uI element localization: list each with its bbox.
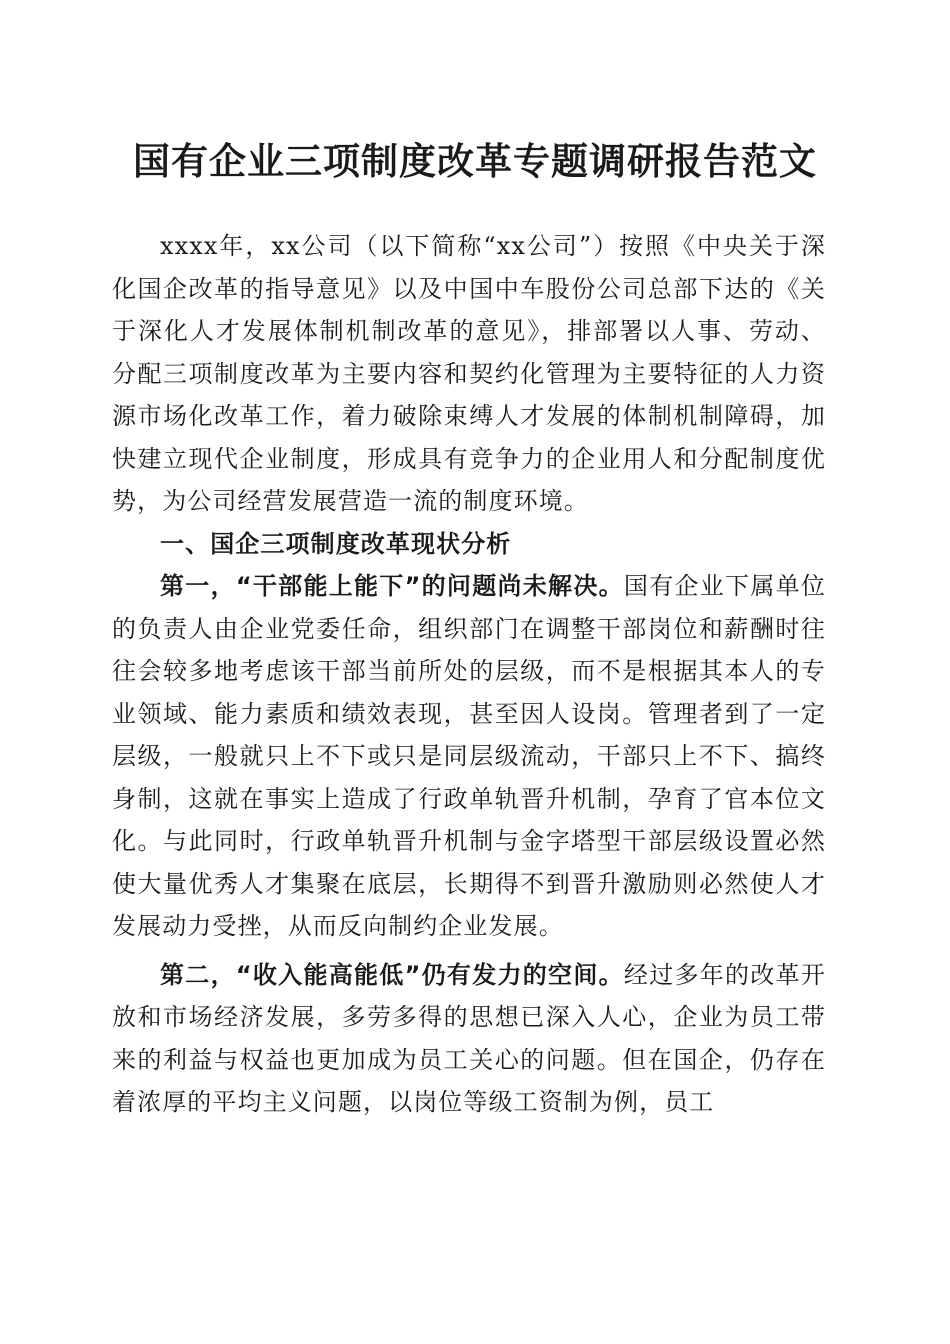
section-heading: 一、国企三项制度改革现状分析 bbox=[160, 529, 512, 558]
paragraph-body: 国有企业下属单位的负责人由企业党委任命，组织部门在调整干部岗位和薪酬时往往会较多地考虑该干部当前所处的层级，而不是根据其本人的专业领域、能力素质和绩效表现，甚至因人设岗。管理者到了一定层级，一般就只上不下或只是同层级流动，干部只上不下、搞终身制，这就在事实上造成了行政单轨晋升机制，孕育了官本位文化。与此同时，行政单轨晋升机制与金字塔型干部层级设置必然使大量优秀人才集聚在底层，长期得不到晋升激励则必然使人才发展动力受挫，从而反向制约企业发展。 bbox=[112, 572, 826, 940]
paragraph-lead: 第一，“干部能上能下”的问题尚未解决。 bbox=[160, 572, 624, 600]
document-title: 国有企业三项制度改革专题调研报告范文 bbox=[133, 139, 817, 183]
paragraph-lead: 第二，“收入能高能低”仍有发力的空间。 bbox=[160, 960, 624, 989]
document-body bbox=[112, 225, 826, 1124]
paragraph-cadre-mobility bbox=[112, 565, 826, 948]
paragraph-body: 经过多年的改革开放和市场经济发展，多劳多得的思想已深入人心，企业为员工带来的利益与权益也更加成为员工关心的问题。但在国企，仍存在着浓厚的平均主义问题，以岗位等级工资制为例，员工 bbox=[112, 960, 826, 1116]
paragraph-income-flexibility bbox=[112, 954, 826, 1124]
intro-paragraph: xxxx年，xx公司（以下简称“xx公司”）按照《中央关于深化国企改革的指导意见》以及中国中车股份公司总部下达的《关于深化人才发展体制机制改革的意见》，排部署以人事、劳动、分配三项制度改革为主要内容和契约化管理为主要特征的人力资源市场化改革工作，着力破除束缚人才发展的体制机制障碍，加快建立现代企业制度，形成具有竞争力的企业用人和分配制度优势，为公司经营发展营造一流的制度环境。 bbox=[112, 232, 826, 515]
